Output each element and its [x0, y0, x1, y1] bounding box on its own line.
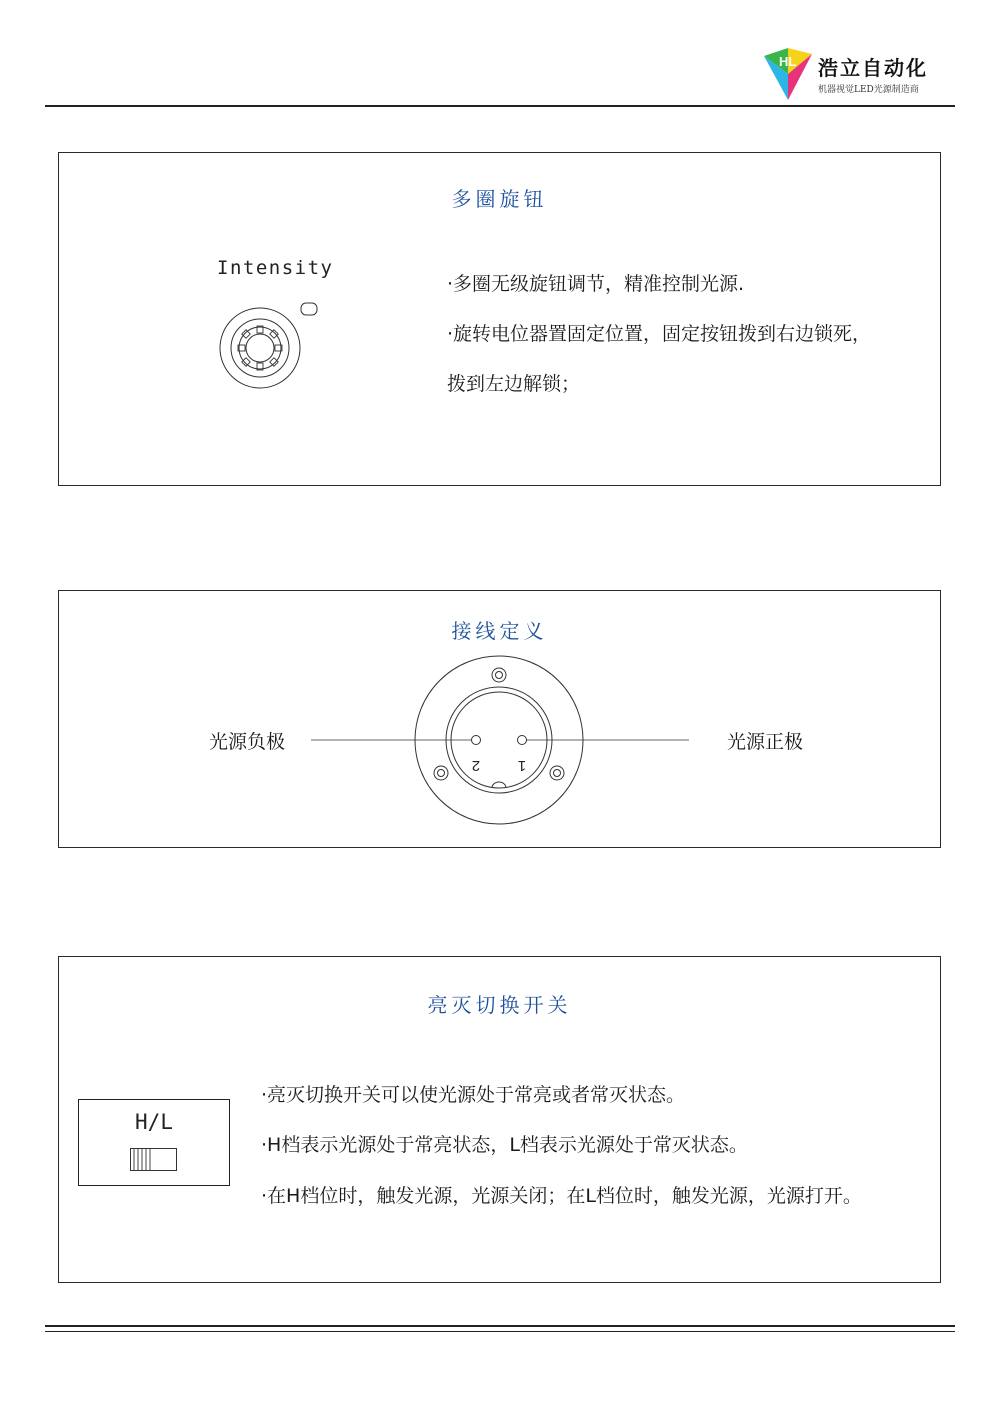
footer-divider-top: [45, 1325, 955, 1327]
negative-label: 光源负极: [209, 731, 286, 753]
pin-1-label: 1: [517, 757, 527, 774]
switch-section-title: 亮灭切换开关: [427, 993, 572, 1017]
mounting-hole: [492, 668, 506, 682]
knob-line-1: ·多圈无级旋钮调节，精准控制光源.: [447, 273, 745, 295]
mounting-hole: [434, 766, 448, 780]
pin-2: [472, 736, 481, 745]
switch-section: [58, 956, 941, 1283]
switch-line-1: ·亮灭切换开关可以使光源处于常亮或者常灭状态。: [261, 1084, 686, 1106]
brand-logo: [762, 44, 954, 102]
header-divider: [45, 105, 955, 107]
pin-1: [518, 736, 527, 745]
wiring-section: [58, 590, 941, 848]
positive-label: 光源正极: [727, 731, 804, 753]
hl-switch: [78, 1099, 230, 1186]
mounting-hole: [550, 766, 564, 780]
hl-switch-label: H/L: [135, 1110, 173, 1134]
switch-line-2: ·H档表示光源处于常亮状态，L档表示光源处于常灭状态。: [261, 1134, 748, 1156]
knob-section-title: 多圈旋钮: [451, 187, 548, 211]
connector-diagram: [309, 651, 689, 831]
switch-line-3: ·在H档位时，触发光源，光源关闭；在L档位时，触发光源，光源打开。: [261, 1185, 862, 1207]
logo-mark-icon: [762, 44, 814, 102]
knob-label: Intensity: [217, 257, 334, 279]
knob-line-2: ·旋转电位器置固定位置，固定按钮拨到右边锁死，: [447, 323, 872, 345]
footer-divider-bottom: [45, 1331, 955, 1332]
knob-section: [58, 152, 941, 486]
logo-letters: HL: [779, 54, 797, 69]
knob-line-3: 拨到左边解锁；: [447, 373, 581, 395]
brand-name: 浩立自动化: [818, 56, 928, 80]
knob-icon: [213, 298, 333, 398]
brand-tagline: 机器视觉LED光源制造商: [818, 85, 919, 95]
slide-switch-icon: [130, 1148, 178, 1172]
pin-2-label: 2: [471, 757, 481, 774]
wiring-section-title: 接线定义: [451, 619, 548, 643]
